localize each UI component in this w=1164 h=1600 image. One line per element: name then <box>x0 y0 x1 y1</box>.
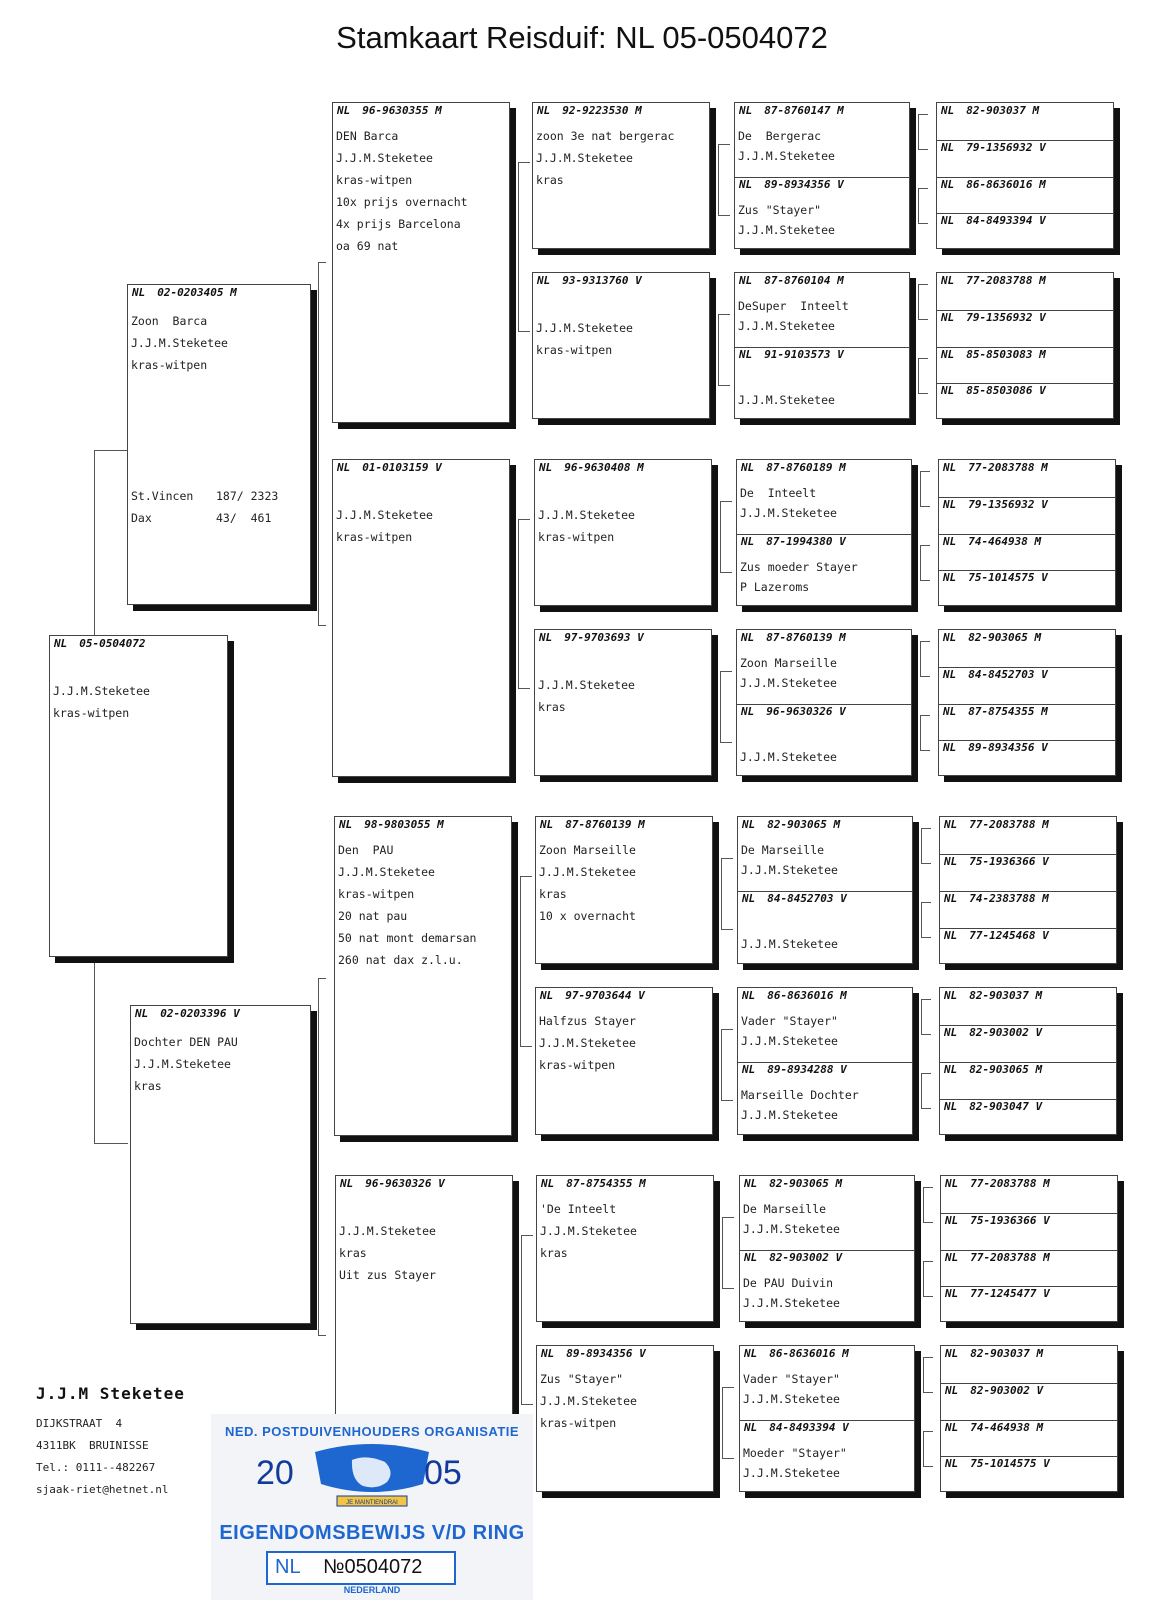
card-line: J.J.M.Steketee <box>741 1034 838 1048</box>
card-line: kras <box>540 1246 568 1260</box>
card-line: J.J.M.Steketee <box>540 1394 637 1408</box>
tree-bracket <box>722 1217 734 1289</box>
ring-number: NL 05-0504072 <box>54 637 146 650</box>
card-line: J.J.M.Steketee <box>538 508 635 522</box>
tree-bracket <box>721 858 733 930</box>
card-line: kras <box>536 173 564 187</box>
ring-number: NL 87-8754355 M <box>943 705 1048 718</box>
card-line: J.J.M.Steketee <box>536 321 633 335</box>
great-grandparent-card[interactable] <box>532 272 710 419</box>
ring-number: NL 87-1994380 V <box>741 535 846 548</box>
gen5-group-card[interactable] <box>936 102 1114 249</box>
card-line: J.J.M.Steketee <box>741 1108 838 1122</box>
tree-bracket <box>920 471 930 507</box>
card-line: Zoon Marseille <box>539 843 636 857</box>
ring-number: NL 84-8452703 V <box>742 892 847 905</box>
card-line: 10 x overnacht <box>539 909 636 923</box>
card-line: De Inteelt <box>740 486 817 500</box>
card-line: Uit zus Stayer <box>339 1268 436 1282</box>
gen5-group-card[interactable] <box>939 816 1117 964</box>
gen5-group-card[interactable] <box>940 1345 1118 1492</box>
card-line: De Bergerac <box>738 129 822 143</box>
tree-bracket <box>921 828 931 864</box>
card-line: J.J.M.Steketee <box>738 319 835 333</box>
owner-city: 4311BK BRUINISSE <box>36 1439 149 1452</box>
card-line: J.J.M.Steketee <box>339 1224 436 1238</box>
ring-number: NL 82-903037 M <box>941 104 1040 117</box>
tree-bracket <box>920 641 930 677</box>
tree-bracket <box>521 1235 533 1405</box>
tree-bracket <box>921 1073 931 1109</box>
result-place: St.Vincen <box>131 489 194 503</box>
result-place: Dax <box>131 511 152 525</box>
ring-number: NL 89-8934356 V <box>739 178 844 191</box>
card-line: 50 nat mont demarsan <box>338 931 477 945</box>
tree-bracket <box>718 144 730 216</box>
card-line: J.J.M.Steketee <box>743 1466 840 1480</box>
father-card[interactable] <box>127 284 311 605</box>
card-line: kras-witpen <box>53 706 130 720</box>
gen4-pair-card[interactable] <box>734 102 910 249</box>
ring-number: NL 87-8760139 M <box>741 631 846 644</box>
ring-number: NL 85-8503083 M <box>941 348 1046 361</box>
card-line: kras-witpen <box>131 358 208 372</box>
ring-number: NL 84-8493394 V <box>941 214 1046 227</box>
owner-phone: Tel.: 0111--482267 <box>36 1461 156 1474</box>
ring-number: NL 82-903037 M <box>945 1347 1044 1360</box>
ring-number: NL 87-8754355 M <box>541 1177 646 1190</box>
ring-number: NL 97-9703693 V <box>539 631 644 644</box>
ring-number: NL 86-8636016 M <box>744 1347 849 1360</box>
ring-number: NL 77-1245468 V <box>944 929 1049 942</box>
card-line: oa 69 nat <box>336 239 399 253</box>
tree-bracket <box>518 162 530 332</box>
ring-number: NL 77-1245477 V <box>945 1287 1050 1300</box>
card-line: J.J.M.Steketee <box>131 336 228 350</box>
stamp-year-left: 20 <box>256 1454 294 1492</box>
card-line: Zus "Stayer" <box>540 1372 624 1386</box>
card-line: J.J.M.Steketee <box>738 223 835 237</box>
card-line: zoon 3e nat bergerac <box>536 129 675 143</box>
card-line: kras-witpen <box>336 530 413 544</box>
card-line: kras <box>339 1246 367 1260</box>
ring-number: NL 74-464938 M <box>943 535 1042 548</box>
ring-number: NL 96-9630326 V <box>741 705 846 718</box>
ring-number: NL 75-1014575 V <box>945 1457 1050 1470</box>
ring-number: NL 84-8452703 V <box>943 668 1048 681</box>
gen5-group-card[interactable] <box>939 987 1117 1135</box>
great-grandparent-card[interactable] <box>536 1175 714 1322</box>
stamp-ring-box <box>266 1551 456 1585</box>
card-line: J.J.M.Steketee <box>538 678 635 692</box>
card-line: 10x prijs overnacht <box>336 195 468 209</box>
ring-number: NL 82-903002 V <box>944 1026 1043 1039</box>
card-line: Moeder "Stayer" <box>743 1446 847 1460</box>
gen4-pair-card[interactable] <box>736 629 912 776</box>
gen4-pair-card[interactable] <box>736 459 912 606</box>
card-line: J.J.M.Steketee <box>134 1057 231 1071</box>
stamp-certificate: EIGENDOMSBEWIJS V/D RING <box>219 1522 525 1544</box>
ring-number: NL 89-8934356 V <box>943 741 1048 754</box>
stamp-ring-prefix: NL <box>275 1556 301 1578</box>
card-line: kras-witpen <box>338 887 415 901</box>
ring-number: NL 01-0103159 V <box>337 461 442 474</box>
grandparent-card[interactable] <box>332 102 510 423</box>
mother-card[interactable] <box>130 1005 311 1324</box>
tree-bracket <box>918 188 928 224</box>
ring-number: NL 75-1936366 V <box>944 855 1049 868</box>
great-grandparent-card[interactable] <box>535 816 713 964</box>
ring-number: NL 79-1356932 V <box>941 141 1046 154</box>
gen4-pair-card[interactable] <box>737 816 913 964</box>
tree-bracket <box>721 1029 733 1101</box>
grandparent-card[interactable] <box>332 459 510 777</box>
card-line: 20 nat pau <box>338 909 408 923</box>
page-title: Stamkaart Reisduif: NL 05-0504072 <box>336 20 828 55</box>
ring-number: NL 82-903002 V <box>945 1384 1044 1397</box>
card-line: DeSuper Inteelt <box>738 299 849 313</box>
card-line: J.J.M.Steketee <box>336 508 433 522</box>
card-line: J.J.M.Steketee <box>539 1036 636 1050</box>
card-line: J.J.M.Steketee <box>743 1222 840 1236</box>
ring-number: NL 91-9103573 V <box>739 348 844 361</box>
card-line: Zus "Stayer" <box>738 203 822 217</box>
owner-address: DIJKSTRAAT 4 <box>36 1417 123 1430</box>
ring-number: NL 82-903047 V <box>944 1100 1043 1113</box>
stamp-year-right: 05 <box>424 1454 462 1492</box>
card-line: kras-witpen <box>540 1416 617 1430</box>
bracket-father <box>318 262 326 626</box>
gen5-group-card[interactable] <box>938 459 1116 606</box>
gen4-pair-card[interactable] <box>739 1175 915 1322</box>
card-line: Vader "Stayer" <box>743 1372 840 1386</box>
ring-number: NL 77-2083788 M <box>941 274 1046 287</box>
ring-number: NL 86-8636016 M <box>941 178 1046 191</box>
ring-number: NL 96-9630326 V <box>340 1177 445 1190</box>
tree-bracket <box>918 358 928 394</box>
result-value: 187/ 2323 <box>216 489 279 503</box>
gen4-pair-card[interactable] <box>739 1345 915 1492</box>
ring-number: NL 77-2083788 M <box>944 818 1049 831</box>
ring-number: NL 02-0203396 V <box>135 1007 240 1020</box>
ring-number: NL 79-1356932 V <box>943 498 1048 511</box>
ring-number: NL 75-1014575 V <box>943 571 1048 584</box>
stamp-organisation: NED. POSTDUIVENHOUDERS ORGANISATIE <box>224 1424 520 1439</box>
stamp-ring-number: №0504072 <box>323 1556 423 1578</box>
ring-number: NL 74-2383788 M <box>944 892 1049 905</box>
ring-number: NL 97-9703644 V <box>540 989 645 1002</box>
ring-number: NL 82-903002 V <box>744 1251 843 1264</box>
ring-number: NL 82-903065 M <box>944 1063 1043 1076</box>
ring-number: NL 89-8934356 V <box>541 1347 646 1360</box>
card-line: 'De Inteelt <box>540 1202 617 1216</box>
card-line: J.J.M.Steketee <box>53 684 150 698</box>
owner-name: J.J.M Steketee <box>36 1384 185 1403</box>
card-line: kras-witpen <box>538 530 615 544</box>
ring-number: NL 87-8760189 M <box>741 461 846 474</box>
card-line: J.J.M.Steketee <box>338 865 435 879</box>
great-grandparent-card[interactable] <box>534 459 712 606</box>
card-line: kras-witpen <box>536 343 613 357</box>
gen4-pair-card[interactable] <box>737 987 913 1135</box>
ring-number: NL 87-8760139 M <box>540 818 645 831</box>
ring-number: NL 93-9313760 V <box>537 274 642 287</box>
ring-number: NL 92-9223530 M <box>537 104 642 117</box>
card-line: DEN Barca <box>336 129 399 143</box>
tree-bracket <box>520 876 532 1047</box>
tree-bracket <box>918 114 928 150</box>
lion-emblem-icon <box>307 1442 437 1516</box>
tree-bracket <box>518 519 530 689</box>
card-line: J.J.M.Steketee <box>540 1224 637 1238</box>
card-line: De PAU Duivin <box>743 1276 834 1290</box>
gen4-pair-card[interactable] <box>734 272 910 419</box>
gen5-group-card[interactable] <box>938 629 1116 776</box>
ring-number: NL 77-2083788 M <box>945 1251 1050 1264</box>
card-line: Marseille Dochter <box>741 1088 859 1102</box>
subject-card[interactable] <box>49 635 228 957</box>
ring-number: NL 75-1936366 V <box>945 1214 1050 1227</box>
tree-bracket <box>923 1431 933 1467</box>
ring-number: NL 89-8934288 V <box>742 1063 847 1076</box>
tree-bracket <box>923 1357 933 1393</box>
great-grandparent-card[interactable] <box>536 1345 714 1492</box>
owner-email: sjaak-riet@hetnet.nl <box>36 1483 169 1496</box>
ring-number: NL 77-2083788 M <box>945 1177 1050 1190</box>
tree-bracket <box>921 999 931 1035</box>
card-line: J.J.M.Steketee <box>738 393 835 407</box>
card-line: 4x prijs Barcelona <box>336 217 461 231</box>
owner-block <box>36 1384 185 1505</box>
tree-bracket <box>918 284 928 320</box>
ring-number: NL 85-8503086 V <box>941 384 1046 397</box>
card-line: kras-witpen <box>336 173 413 187</box>
card-line: kras <box>134 1079 162 1093</box>
ring-number: NL 79-1356932 V <box>941 311 1046 324</box>
ring-number: NL 87-8760147 M <box>739 104 844 117</box>
card-line: J.J.M.Steketee <box>539 865 636 879</box>
tree-bracket <box>720 671 732 743</box>
ring-number: NL 82-903065 M <box>744 1177 843 1190</box>
ring-number: NL 74-464938 M <box>945 1421 1044 1434</box>
card-line: J.J.M.Steketee <box>743 1392 840 1406</box>
card-line: De Marseille <box>743 1202 827 1216</box>
card-line: kras <box>539 887 567 901</box>
bracket-mother <box>318 978 326 1336</box>
ring-number: NL 96-9630355 M <box>337 104 442 117</box>
tree-bracket <box>923 1187 933 1223</box>
great-grandparent-card[interactable] <box>535 987 713 1135</box>
ring-number: NL 96-9630408 M <box>539 461 644 474</box>
ring-number: NL 77-2083788 M <box>943 461 1048 474</box>
tree-bracket <box>921 902 931 938</box>
ring-number: NL 82-903065 M <box>943 631 1042 644</box>
card-line: Dochter DEN PAU <box>134 1035 238 1049</box>
card-line: Vader "Stayer" <box>741 1014 838 1028</box>
svg-text:JE MAINTIENDRAI: JE MAINTIENDRAI <box>346 1500 398 1506</box>
result-value: 43/ 461 <box>216 511 272 525</box>
card-line: J.J.M.Steketee <box>743 1296 840 1310</box>
gen5-group-card[interactable] <box>940 1175 1118 1322</box>
card-line: Zoon Marseille <box>740 656 837 670</box>
tree-bracket <box>718 314 730 386</box>
card-line: J.J.M.Steketee <box>536 151 633 165</box>
card-line: J.J.M.Steketee <box>740 676 837 690</box>
ring-number: NL 98-9803055 M <box>339 818 444 831</box>
card-line: 260 nat dax z.l.u. <box>338 953 463 967</box>
card-line: J.J.M.Steketee <box>740 506 837 520</box>
tree-bracket <box>920 715 930 751</box>
card-line: J.J.M.Steketee <box>741 937 838 951</box>
card-line: Den PAU <box>338 843 394 857</box>
tree-bracket <box>923 1261 933 1297</box>
card-line: kras <box>538 700 566 714</box>
card-line: De Marseille <box>741 843 825 857</box>
ring-number: NL 82-903065 M <box>742 818 841 831</box>
card-line: Zus moeder Stayer <box>740 560 858 574</box>
ring-number: NL 02-0203405 M <box>132 286 237 299</box>
ring-number: NL 82-903037 M <box>944 989 1043 1002</box>
tree-bracket <box>920 545 930 581</box>
great-grandparent-card[interactable] <box>534 629 712 776</box>
card-line: Zoon Barca <box>131 314 208 328</box>
ring-number: NL 86-8636016 M <box>742 989 847 1002</box>
card-line: J.J.M.Steketee <box>740 750 837 764</box>
grandparent-card[interactable] <box>334 816 512 1136</box>
ring-number: NL 84-8493394 V <box>744 1421 849 1434</box>
card-line: J.J.M.Steketee <box>738 149 835 163</box>
stamp-country: NEDERLAND <box>343 1585 401 1595</box>
tree-bracket <box>720 501 732 573</box>
card-line: Halfzus Stayer <box>539 1014 636 1028</box>
card-line: kras-witpen <box>539 1058 616 1072</box>
card-line: P Lazeroms <box>740 580 810 594</box>
card-line: J.J.M.Steketee <box>741 863 838 877</box>
ring-number: NL 87-8760104 M <box>739 274 844 287</box>
great-grandparent-card[interactable] <box>532 102 710 249</box>
ownership-stamp <box>211 1414 533 1600</box>
tree-bracket <box>722 1387 734 1459</box>
card-line: J.J.M.Steketee <box>336 151 433 165</box>
gen5-group-card[interactable] <box>936 272 1114 419</box>
